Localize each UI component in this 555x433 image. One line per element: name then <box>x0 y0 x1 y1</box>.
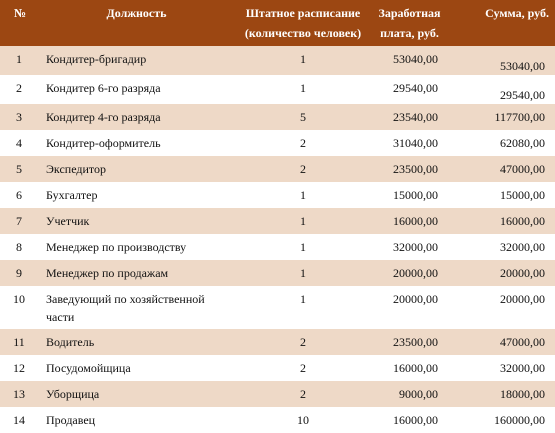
row-salary: 20000,00 <box>393 266 438 280</box>
row-salary: 32000,00 <box>393 240 438 254</box>
table-row <box>0 381 555 407</box>
table-header <box>0 0 555 46</box>
row-staff: 2 <box>300 361 306 375</box>
table-row <box>0 156 555 182</box>
header-staff <box>233 0 373 46</box>
row-position: Кондитер-оформитель <box>46 136 161 150</box>
row-num: 1 <box>16 52 22 66</box>
row-position <box>40 286 233 329</box>
row-salary: 16000,00 <box>393 413 438 427</box>
row-position: Продавец <box>46 413 96 427</box>
row-position: Бухгалтер <box>46 188 98 202</box>
row-salary: 16000,00 <box>393 214 438 228</box>
row-salary: 20000,00 <box>393 292 438 306</box>
row-salary: 23540,00 <box>393 110 438 124</box>
row-sum: 18000,00 <box>500 387 545 401</box>
table-row <box>0 329 555 355</box>
row-staff: 10 <box>297 413 309 427</box>
row-position: Экспедитор <box>46 162 106 176</box>
table-row <box>0 286 555 329</box>
row-sum: 16000,00 <box>500 214 545 228</box>
row-sum: 47000,00 <box>500 162 545 176</box>
row-staff: 1 <box>300 240 306 254</box>
table-row <box>0 130 555 156</box>
header-staff-line1: Штатное расписание <box>245 6 361 20</box>
row-num: 2 <box>16 81 22 95</box>
row-staff: 1 <box>300 214 306 228</box>
row-salary: 31040,00 <box>393 136 438 150</box>
row-sum: 20000,00 <box>500 266 545 280</box>
row-num: 5 <box>16 162 22 176</box>
row-staff: 1 <box>300 81 306 95</box>
row-staff: 1 <box>300 52 306 66</box>
row-staff: 2 <box>300 387 306 401</box>
row-salary: 23500,00 <box>393 162 438 176</box>
row-sum: 15000,00 <box>500 188 545 202</box>
row-sum: 47000,00 <box>500 335 545 349</box>
row-sum: 29540,00 <box>500 88 545 102</box>
table-row <box>0 407 555 433</box>
row-position: Посудомойщица <box>46 361 131 375</box>
row-position: Менеджер по производству <box>46 240 187 254</box>
row-staff: 2 <box>300 335 306 349</box>
row-staff: 5 <box>300 110 306 124</box>
table-row <box>0 208 555 234</box>
row-salary: 29540,00 <box>393 81 438 95</box>
row-num: 6 <box>16 188 22 202</box>
row-salary: 23500,00 <box>393 335 438 349</box>
table-row <box>0 234 555 260</box>
row-num: 3 <box>16 110 22 124</box>
row-position: Кондитер-бригадир <box>46 52 147 66</box>
row-num: 11 <box>13 335 25 349</box>
header-sum: Сумма, руб. <box>485 6 549 20</box>
row-num: 9 <box>16 266 22 280</box>
header-num: № <box>13 6 27 20</box>
row-num: 12 <box>13 361 25 375</box>
table-row <box>0 260 555 286</box>
row-num: 4 <box>16 136 22 150</box>
row-num: 10 <box>13 292 25 306</box>
row-position: Менеджер по продажам <box>46 266 169 280</box>
row-staff: 1 <box>300 266 306 280</box>
row-salary: 16000,00 <box>393 361 438 375</box>
row-num: 7 <box>16 214 22 228</box>
row-staff: 1 <box>300 292 306 306</box>
header-row <box>0 0 555 46</box>
row-sum: 20000,00 <box>500 292 545 306</box>
table-row <box>0 104 555 130</box>
row-sum: 32000,00 <box>500 361 545 375</box>
row-position: Кондитер 6-го разряда <box>46 81 161 95</box>
row-num: 14 <box>13 413 25 427</box>
row-sum: 117700,00 <box>494 110 545 124</box>
table-body <box>0 46 555 433</box>
header-salary <box>373 0 446 46</box>
row-position: Учетчик <box>46 214 90 228</box>
table-row <box>0 46 555 75</box>
row-position-line1: Заведующий по хозяйственной <box>46 292 205 306</box>
row-position: Кондитер 4-го разряда <box>46 110 161 124</box>
header-staff-line2: (количество человек) <box>244 26 362 40</box>
row-staff: 1 <box>300 188 306 202</box>
row-sum: 32000,00 <box>500 240 545 254</box>
table-row <box>0 75 555 104</box>
row-salary: 9000,00 <box>399 387 438 401</box>
header-salary-line1: Заработная <box>378 6 441 20</box>
row-sum: 160000,00 <box>494 413 545 427</box>
header-position: Должность <box>106 6 167 20</box>
row-position-line2: части <box>46 310 75 324</box>
row-num: 13 <box>13 387 25 401</box>
row-sum: 53040,00 <box>500 59 545 73</box>
row-staff: 2 <box>300 162 306 176</box>
table-row <box>0 355 555 381</box>
row-salary: 15000,00 <box>393 188 438 202</box>
row-position: Водитель <box>46 335 95 349</box>
header-salary-line2: плата, руб. <box>380 26 439 40</box>
row-sum: 62080,00 <box>500 136 545 150</box>
table-row <box>0 182 555 208</box>
row-num: 8 <box>16 240 22 254</box>
row-position: Уборщица <box>46 387 100 401</box>
row-salary: 53040,00 <box>393 52 438 66</box>
row-staff: 2 <box>300 136 306 150</box>
